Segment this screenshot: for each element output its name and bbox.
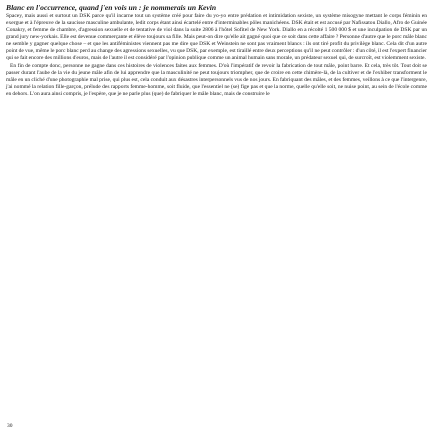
page-number: 30 [7, 423, 13, 429]
body-text [6, 13, 427, 98]
paragraph-1: Spacey, mais aussi et surtout un DSK parce qu'il incarne tout un système créé pour faire du yo-yo entre prédation et intimidation sexiste, un système misogyne mettant le corps féminin en exergue et à l'épreuve de la saucisse masculine ambulante, ledit corps étant ainsi écartelé entre d'interminables pôles manichéens. DSK était et est accusé par Nafissatou Diallo, Afro de Guinée Conakry, et femme de chambre, d'agression sexuelle et de tentative de viol dans la suite 2806 à l'hôtel Sofitel de New York. Diallo en a récolté 1 500 000 $ et une inculpation de DSK par un grand jury new-yorkais. Elle est devenue commerçante et élève toujours sa fille. Mais peut-on dire qu'elle ait gagné quoi que ce soit dans cette affaire ? Personne d'autre que le porc mâle blanc ne semble y gagner quelque chose – et que les antiféministes viennent pas me dire que DSK et Weinstein ne sont pas vraiment blancs : ils ont tiré profit du privilège blanc. Cela dit d'un autre point de vue, même le porc blanc perd au change des agressions sexuelles, vu que DSK, par exemple, est tiraillé entre deux perceptions qu'il ne peut contrôler : d'un côté, il est l'expert financier qui se fait encore des millions d'euros, mais de l'autre il est considéré par l'opinion publique comme un animal humain sans morale, un prédateur sexuel qui, de surcroît, est violemment sexiste. [6, 13, 427, 62]
paragraph-2: En fin de compte donc, personne ne gagne dans ces histoires de violences faites aux femmes. D'où l'impératif de revoir la fabrication de tout mâle, point barre. Et cela, très tôt. Tout doit se passer durant l'aube de la vie du jeune mâle afin de lui apprendre que la masculinité ne peut toujours triompher, que de croire en cette chimère-là, de la cultiver et de l'exhiber transforment le mâle en un cliché d'une photographie mal prise, qui plus est, cela conduit aux désastres interpersonnels vus de nos jours. En fabriquant des mâles, et des femmes, veillons à ce que l'intergenre, j'ai nommé la relation fille-garçon, prélude des rapports femme-homme, soit fluide, que l'essentiel ne (se) fige pas et que la norme, quelle qu'elle soit, ne nuise point, au sein de l'école comme en dehors. L'on aura ainsi compris, je l'espère, que je ne parle plus (que) de fabriquer le mâle blanc, mais de construire le [6, 62, 427, 97]
page-title: Blanc en l'occurrence, quand j'en vois un : je nommerais un Kevin [6, 3, 217, 12]
